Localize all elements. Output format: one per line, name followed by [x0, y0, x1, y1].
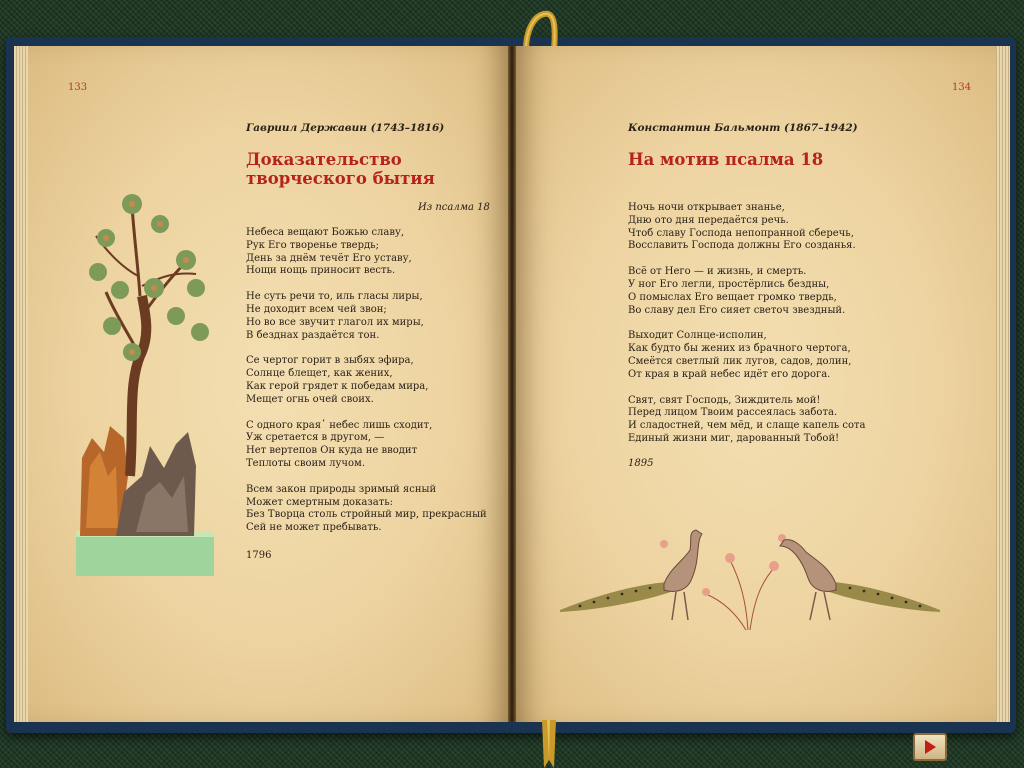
stanza: Ночь ночи открывает знанье, Дню ото дня передаётся речь. Чтоб славу Господа непопранной сберечь, Восславить Господа должны Его созданья.	[628, 202, 856, 252]
bookmark-ribbon-bottom	[538, 720, 560, 768]
stanza: Се чертог горит в зыбях эфира, Солнце блещет, как жених, Как герой грядет к победам мира, Мещет огнь очей своих.	[246, 355, 429, 405]
poem-text-left	[246, 227, 487, 548]
stanza: Всё от Него — и жизнь, и смерть. У ног Его легли, простёрлись бездны, О помыслах Его вещает громко твердь, Во славу дел Его сияет светоч звездный.	[628, 266, 846, 316]
page-number-right: 134	[952, 82, 972, 93]
poem-title-left: Доказательство творческого бытия	[246, 150, 435, 188]
stanza: Выходит Солнце-исполин, Как будто бы жених из брачного чертога, Смеётся светлый лик лугов, садов, долин, От края в край небес идёт его дорога.	[628, 330, 852, 380]
play-arrow-icon	[922, 739, 938, 755]
book-spine-gutter	[508, 46, 516, 722]
left-page	[28, 46, 512, 722]
epigraph: Из псалма 18	[418, 202, 490, 213]
page-edges-left	[14, 46, 28, 722]
stanza: Не суть речи то, иль гласы лиры, Не доходит всем чей звон; Но во все звучит глагол их миры, В безднах раздаётся тон.	[246, 291, 424, 341]
bookmark-ribbon-top	[520, 10, 560, 50]
author-right: Константин Бальмонт (1867–1942)	[628, 122, 858, 134]
peacocks-illustration	[560, 520, 940, 640]
poem-year-right: 1895	[628, 458, 654, 469]
stanza: С одного края᾽ небес лишь сходит, Уж сретается в другом, — Нет вертепов Он куда не вводит Теплоты своим лучом.	[246, 419, 433, 469]
poem-year-left: 1796	[246, 550, 272, 561]
stanza: Небеса вещают Божью славу, Рук Его творенье твердь; День за днём течёт Его уставу, Нощи нощь приносит весть.	[246, 227, 412, 277]
right-page	[512, 46, 996, 722]
stanza: Свят, свят Господь, Зиждитель мой! Перед лицом Твоим рассеялась забота. И сладостней, чем мёд, и слаще капель сота Единый жизни миг, дарованный Тобой!	[628, 394, 866, 444]
poem-text-right	[628, 202, 865, 459]
page-edges-right	[996, 46, 1010, 722]
poem-title-right: На мотив псалма 18	[628, 150, 824, 169]
tree-illustration	[76, 176, 216, 578]
stanza: Всем закон природы зримый ясный Может смертным доказать: Без Творца столь стройный мир, прекрасный Сей не может пребывать.	[246, 483, 487, 534]
next-page-button[interactable]	[913, 733, 947, 761]
author-left: Гавриил Державин (1743–1816)	[246, 122, 445, 134]
page-number-left: 133	[68, 82, 88, 93]
